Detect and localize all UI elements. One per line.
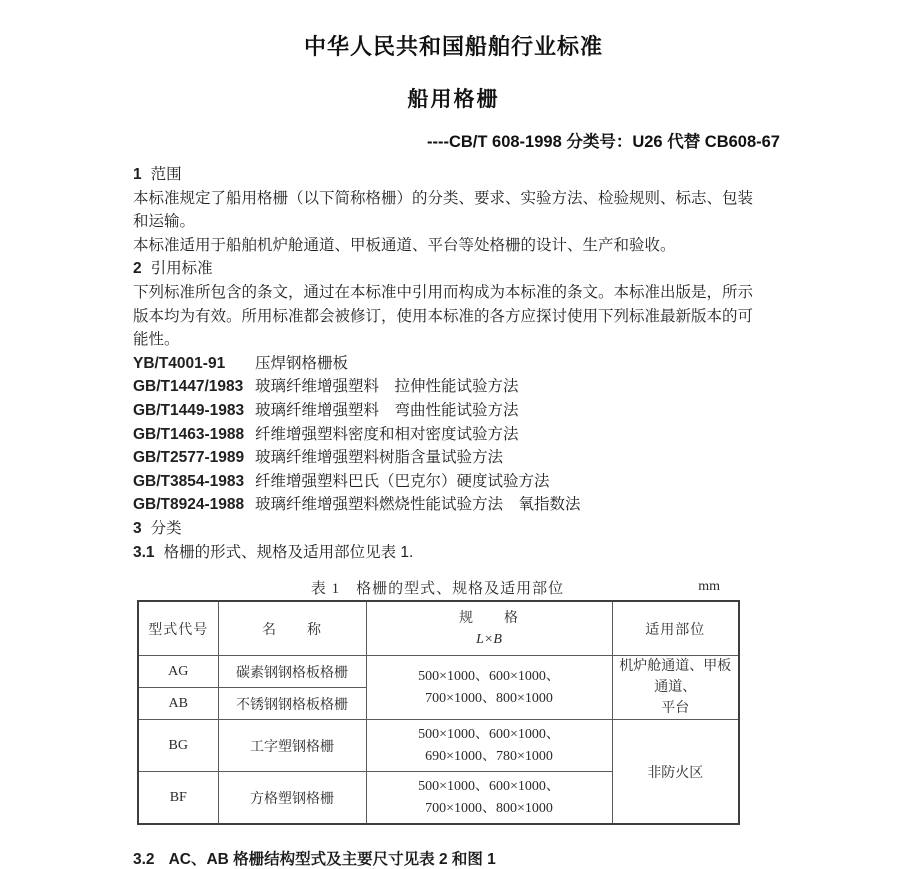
- section-3-number: 3: [133, 519, 142, 537]
- cell-type-code: BF: [138, 772, 218, 825]
- cell-location-group-b: 非防火区: [612, 720, 739, 825]
- reference-name: 纤维增强塑料密度和相对密度试验方法: [255, 425, 519, 443]
- section-3-title: 分类: [150, 519, 182, 537]
- reference-name: 玻璃纤维增强塑料 拉伸性能试验方法: [255, 378, 519, 396]
- paragraph-line: 本标准规定了船用格栅（以下简称格栅）的分类、要求、实验方法、检验规则、标志、包装: [133, 189, 754, 207]
- location-line: 机炉舱通道、甲板通道、: [619, 659, 732, 696]
- table-unit-label: mm: [698, 579, 720, 595]
- reference-name: 玻璃纤维增强塑料燃烧性能试验方法 氧指数法: [255, 496, 581, 514]
- paragraph-line: 能性。: [133, 331, 180, 349]
- clause-3-2-number: 3.2: [133, 851, 155, 869]
- reference-code: GB/T1449-1983: [133, 401, 245, 419]
- table-caption: 表 1 格栅的型式、规格及适用部位: [310, 581, 565, 598]
- table-caption-row: [137, 577, 738, 600]
- clause-3-1: [133, 541, 817, 565]
- section-2-number: 2: [133, 260, 142, 278]
- reference-code: YB/T4001-91: [133, 354, 226, 372]
- document-body: [133, 163, 817, 564]
- spec-line: 500×1000、600×1000、: [418, 778, 560, 794]
- cell-name: 方格塑钢格栅: [218, 772, 366, 825]
- cell-name: 工字塑钢格栅: [218, 720, 366, 772]
- section-1-title: 范围: [150, 166, 182, 183]
- reference-code: GB/T1447/1983: [133, 378, 244, 396]
- table-row-ag: [138, 656, 739, 688]
- section-heading-2: [133, 257, 817, 281]
- reference-code: GB/T8924-1988: [133, 496, 245, 514]
- reference-item: [133, 423, 817, 447]
- paragraph-line: 版本均为有效。所用标准都会被修订，使用本标准的各方应探讨使用下列标准最新版本的可: [133, 307, 754, 325]
- table-header-row: [138, 601, 739, 656]
- reference-code: GB/T1463-1988: [133, 425, 245, 443]
- spec-line: 690×1000、780×1000: [425, 748, 553, 764]
- col-header-spec-title: 规 格: [459, 610, 519, 626]
- section-heading-1: [133, 163, 817, 187]
- cell-name: 不锈钢钢格板格栅: [218, 688, 366, 720]
- cell-location-group-a: [612, 656, 739, 720]
- spec-line: 500×1000、600×1000、: [418, 668, 560, 684]
- col-header-spec: [366, 601, 612, 656]
- cell-type-code: AB: [138, 688, 218, 720]
- table-row-bg: [138, 720, 739, 772]
- col-header-spec-formula: L×B: [476, 631, 502, 647]
- section-1-number: 1: [133, 166, 142, 183]
- spec-line: 700×1000、800×1000: [425, 800, 553, 816]
- col-header-type-code: 型式代号: [138, 601, 218, 656]
- paragraph-line: 本标准适用于船舶机炉舱通道、甲板通道、平台等处格栅的设计、生产和验收。: [133, 236, 676, 254]
- clause-3-2-text: AC、AB 格栅结构型式及主要尺寸见表 2 和图 1: [168, 851, 496, 869]
- location-line: 平台: [661, 701, 690, 717]
- paragraph-line: 下列标准所包含的条文，通过在本标准中引用而构成为本标准的条文。本标准出版是，所示: [133, 283, 754, 301]
- cell-spec-group-a: [366, 656, 612, 720]
- clause-3-2: [133, 847, 907, 869]
- table-1-block: [137, 577, 738, 825]
- clause-3-1-text: 格栅的形式、规格及适用部位见表 1.: [163, 543, 414, 561]
- cell-type-code: AG: [138, 656, 218, 688]
- reference-name: 玻璃纤维增强塑料树脂含量试验方法: [255, 449, 504, 467]
- reference-item: [133, 446, 817, 470]
- page-title: 中华人民共和国船舶行业标准: [303, 34, 603, 59]
- cell-spec-bg: [366, 720, 612, 772]
- reference-item: [133, 470, 817, 494]
- col-header-name: 名 称: [218, 601, 366, 656]
- reference-item: [133, 493, 817, 517]
- reference-item: [133, 375, 817, 399]
- clause-3-1-number: 3.1: [133, 543, 155, 561]
- standard-number-line: ----CB/T 608-1998 分类号：U26 代替 CB608-67: [426, 133, 780, 151]
- cell-spec-bf: [366, 772, 612, 825]
- cell-name: 碳素钢钢格板格栅: [218, 656, 366, 688]
- reference-name: 纤维增强塑料巴氏（巴克尔）硬度试验方法: [255, 472, 550, 490]
- section-2-title: 引用标准: [150, 260, 213, 278]
- reference-code: GB/T3854-1983: [133, 472, 245, 490]
- reference-name: 压焊钢格栅板: [255, 354, 349, 372]
- spec-line: 700×1000、800×1000: [425, 690, 553, 706]
- reference-item: [133, 399, 817, 423]
- reference-name: 玻璃纤维增强塑料 弯曲性能试验方法: [255, 401, 519, 419]
- col-header-location: 适用部位: [612, 601, 739, 656]
- reference-item: [133, 352, 817, 376]
- page-subtitle: 船用格栅: [407, 88, 500, 111]
- table-1: [137, 600, 740, 825]
- cell-type-code: BG: [138, 720, 218, 772]
- spec-line: 500×1000、600×1000、: [418, 726, 560, 742]
- section-heading-3: [133, 517, 817, 541]
- paragraph-line: 和运输。: [133, 213, 196, 231]
- reference-code: GB/T2577-1989: [133, 449, 245, 467]
